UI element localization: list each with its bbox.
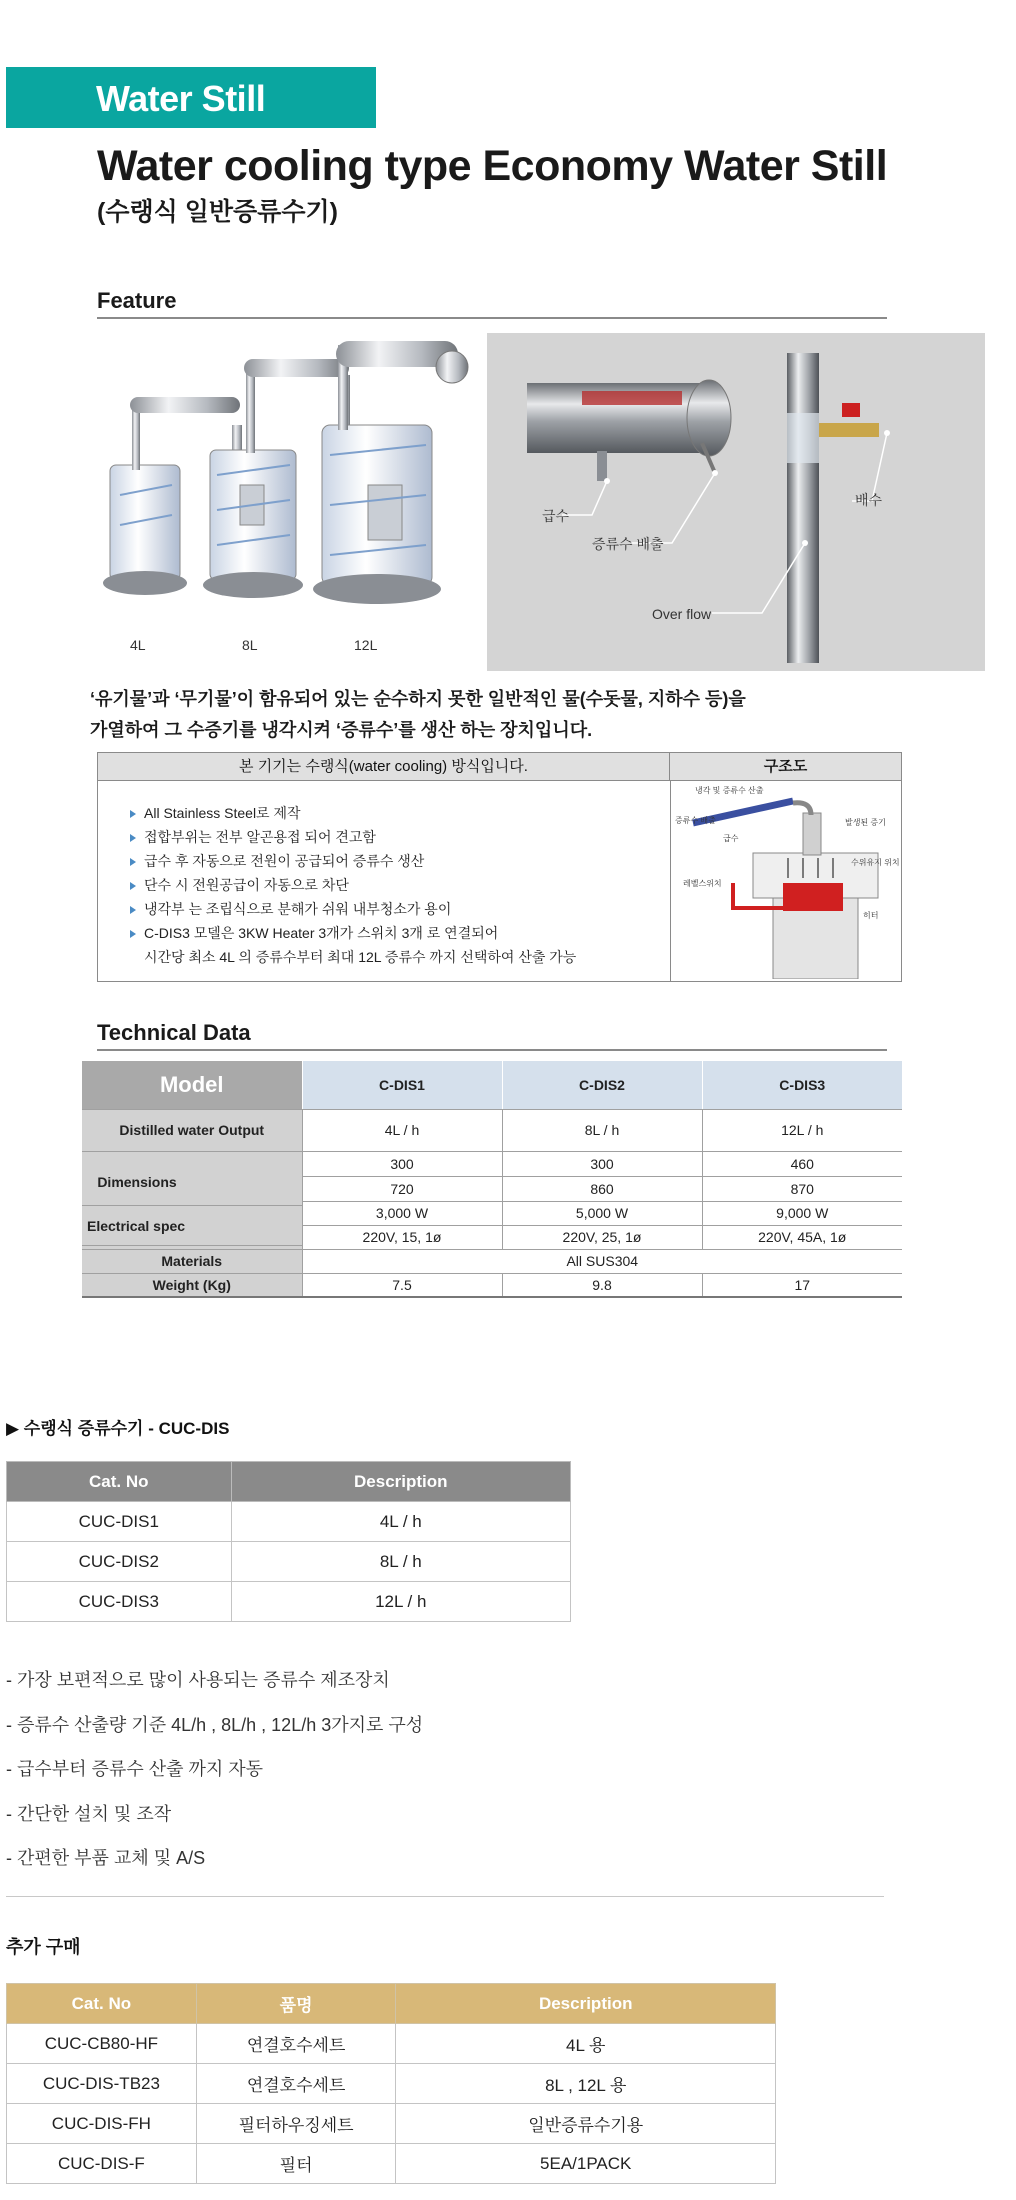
feature-point: 냉각부 는 조립식으로 분해가 쉬워 내부청소가 용이 — [128, 897, 576, 921]
feature-point: 단수 시 전원공급이 자동으로 차단 — [128, 873, 576, 897]
callout-overflow: Over flow — [652, 606, 712, 622]
materials-label: Materials — [82, 1249, 302, 1273]
feature-point: C-DIS3 모델은 3KW Heater 3개가 스위치 3개 로 연결되어 — [128, 921, 576, 945]
structure-header: 구조도 — [670, 753, 901, 781]
description-header: Description — [231, 1462, 570, 1502]
feature-description — [90, 684, 746, 746]
electrical-label: Electrical spec — [82, 1206, 302, 1246]
diagram-label-level-switch: 레벨스위치 — [683, 879, 722, 888]
divider — [6, 1896, 884, 1897]
size-label-8l: 8L — [242, 637, 258, 653]
list-item: - 급수부터 증류수 산출 까지 자동 — [6, 1759, 264, 1779]
diagram-label-distilled: 증류수 배출 — [675, 816, 716, 825]
list-item: - 간편한 부품 교체 및 A/S — [6, 1848, 206, 1868]
diagram-label-water-level: 수위유지 위치 — [851, 858, 899, 867]
feature-point-continuation: 시간당 최소 4L 의 증류수부터 최대 12L 증류수 까지 선택하여 산출 가능 — [144, 949, 577, 965]
callout-drain: 배수 — [855, 492, 883, 508]
extra-name-header: 품명 — [196, 1984, 396, 2024]
structure-diagram — [673, 783, 899, 979]
extra-purchase-table — [6, 1983, 776, 2184]
feature-box-header: 본 기기는 수랭식(water cooling) 방식입니다. — [98, 753, 670, 781]
model-c-dis2: C-DIS2 — [502, 1061, 702, 1109]
feature-point: All Stainless Steel로 제작 — [128, 801, 576, 825]
table-row: CUC-DIS-F 필터 5EA/1PACK — [7, 2144, 776, 2184]
model-c-dis1: C-DIS1 — [302, 1061, 502, 1109]
connection-detail-illustration — [487, 333, 985, 671]
size-label-12l: 12L — [354, 637, 378, 653]
diagram-label-heater: 히터 — [863, 911, 879, 920]
model-header: Model — [82, 1061, 302, 1109]
page-subtitle: (수랭식 일반증류수기) — [97, 198, 338, 226]
product-photo — [92, 335, 470, 655]
materials-value: All SUS304 — [302, 1249, 902, 1273]
description-line-1: ‘유기물’과 ‘무기물’이 함유되어 있는 순수하지 못한 일반적인 물(수돗물, 지하수 등)을 — [90, 689, 746, 709]
table-row: CUC-DIS2 8L / h — [7, 1542, 571, 1582]
diagram-label-steam: 발생된 증기 — [845, 818, 886, 827]
catalog-table — [6, 1461, 571, 1622]
feature-points — [128, 801, 576, 969]
table-row: CUC-DIS-TB23 연결호수세트 8L , 12L 용 — [7, 2064, 776, 2104]
model-c-dis3: C-DIS3 — [702, 1061, 902, 1109]
dimensions-label: Dimensions — [82, 1158, 302, 1206]
detail-photo — [487, 333, 985, 671]
diagram-label-supply: 급수 — [723, 834, 739, 843]
banner-label: Water Still — [96, 78, 266, 119]
extra-catno-header: Cat. No — [7, 1984, 197, 2024]
extra-purchase-title: 추가 구매 — [6, 1937, 81, 1957]
weight-label: Weight (Kg) — [82, 1273, 302, 1297]
feature-point: 급수 후 자동으로 전원이 공급되어 증류수 생산 — [128, 849, 576, 873]
table-row: CUC-CB80-HF 연결호수세트 4L 용 — [7, 2024, 776, 2064]
spec-bullets — [6, 1658, 423, 1881]
category-banner — [6, 67, 376, 128]
callout-supply: 급수 — [542, 508, 570, 524]
feature-box — [97, 752, 902, 982]
feature-point: 접합부위는 전부 알곤용접 되어 견고함 — [128, 825, 576, 849]
table-row: CUC-DIS-FH 필터하우징세트 일반증류수기용 — [7, 2104, 776, 2144]
table-row: CUC-DIS1 4L / h — [7, 1502, 571, 1542]
diagram-label-condenser: 냉각 및 증류수 산출 — [695, 786, 764, 795]
output-label: Distilled water Output — [82, 1109, 302, 1151]
technical-table: Model C-DIS1 C-DIS2 C-DIS3 Distilled water Output 4L / h 8L / h 12L / h 300 300 460 720 860 870 3,000 W 5,000 W 9,000 W 220V, 15, 1ø 220V, 25, 1ø 220V, 45A, 1ø Materials All SUS304 Weight (Kg) 7.5 9.8 17 — [82, 1061, 902, 1298]
page-title: Water cooling type Economy Water Still — [97, 142, 888, 190]
extra-description-header: Description — [396, 1984, 776, 2024]
callout-distilled-out: 증류수 배출 — [592, 536, 664, 552]
technical-heading: Technical Data — [97, 1020, 887, 1051]
list-item: - 간단한 설치 및 조작 — [6, 1803, 172, 1824]
catno-header: Cat. No — [7, 1462, 232, 1502]
catalog-title: ▶ 수랭식 증류수기 - CUC-DIS — [6, 1419, 230, 1438]
list-item: - 가장 보편적으로 많이 사용되는 증류수 제조장치 — [6, 1670, 390, 1690]
list-item: - 증류수 산출량 기준 4L/h , 8L/h , 12L/h 3가지로 구성 — [6, 1714, 424, 1735]
description-line-2: 가열하여 그 수증기를 냉각시켜 ‘증류수’를 생산 하는 장치입니다. — [90, 720, 593, 740]
table-row: CUC-DIS3 12L / h — [7, 1582, 571, 1622]
size-label-4l: 4L — [130, 637, 146, 653]
water-still-illustration — [92, 335, 470, 655]
feature-heading: Feature — [97, 288, 887, 319]
